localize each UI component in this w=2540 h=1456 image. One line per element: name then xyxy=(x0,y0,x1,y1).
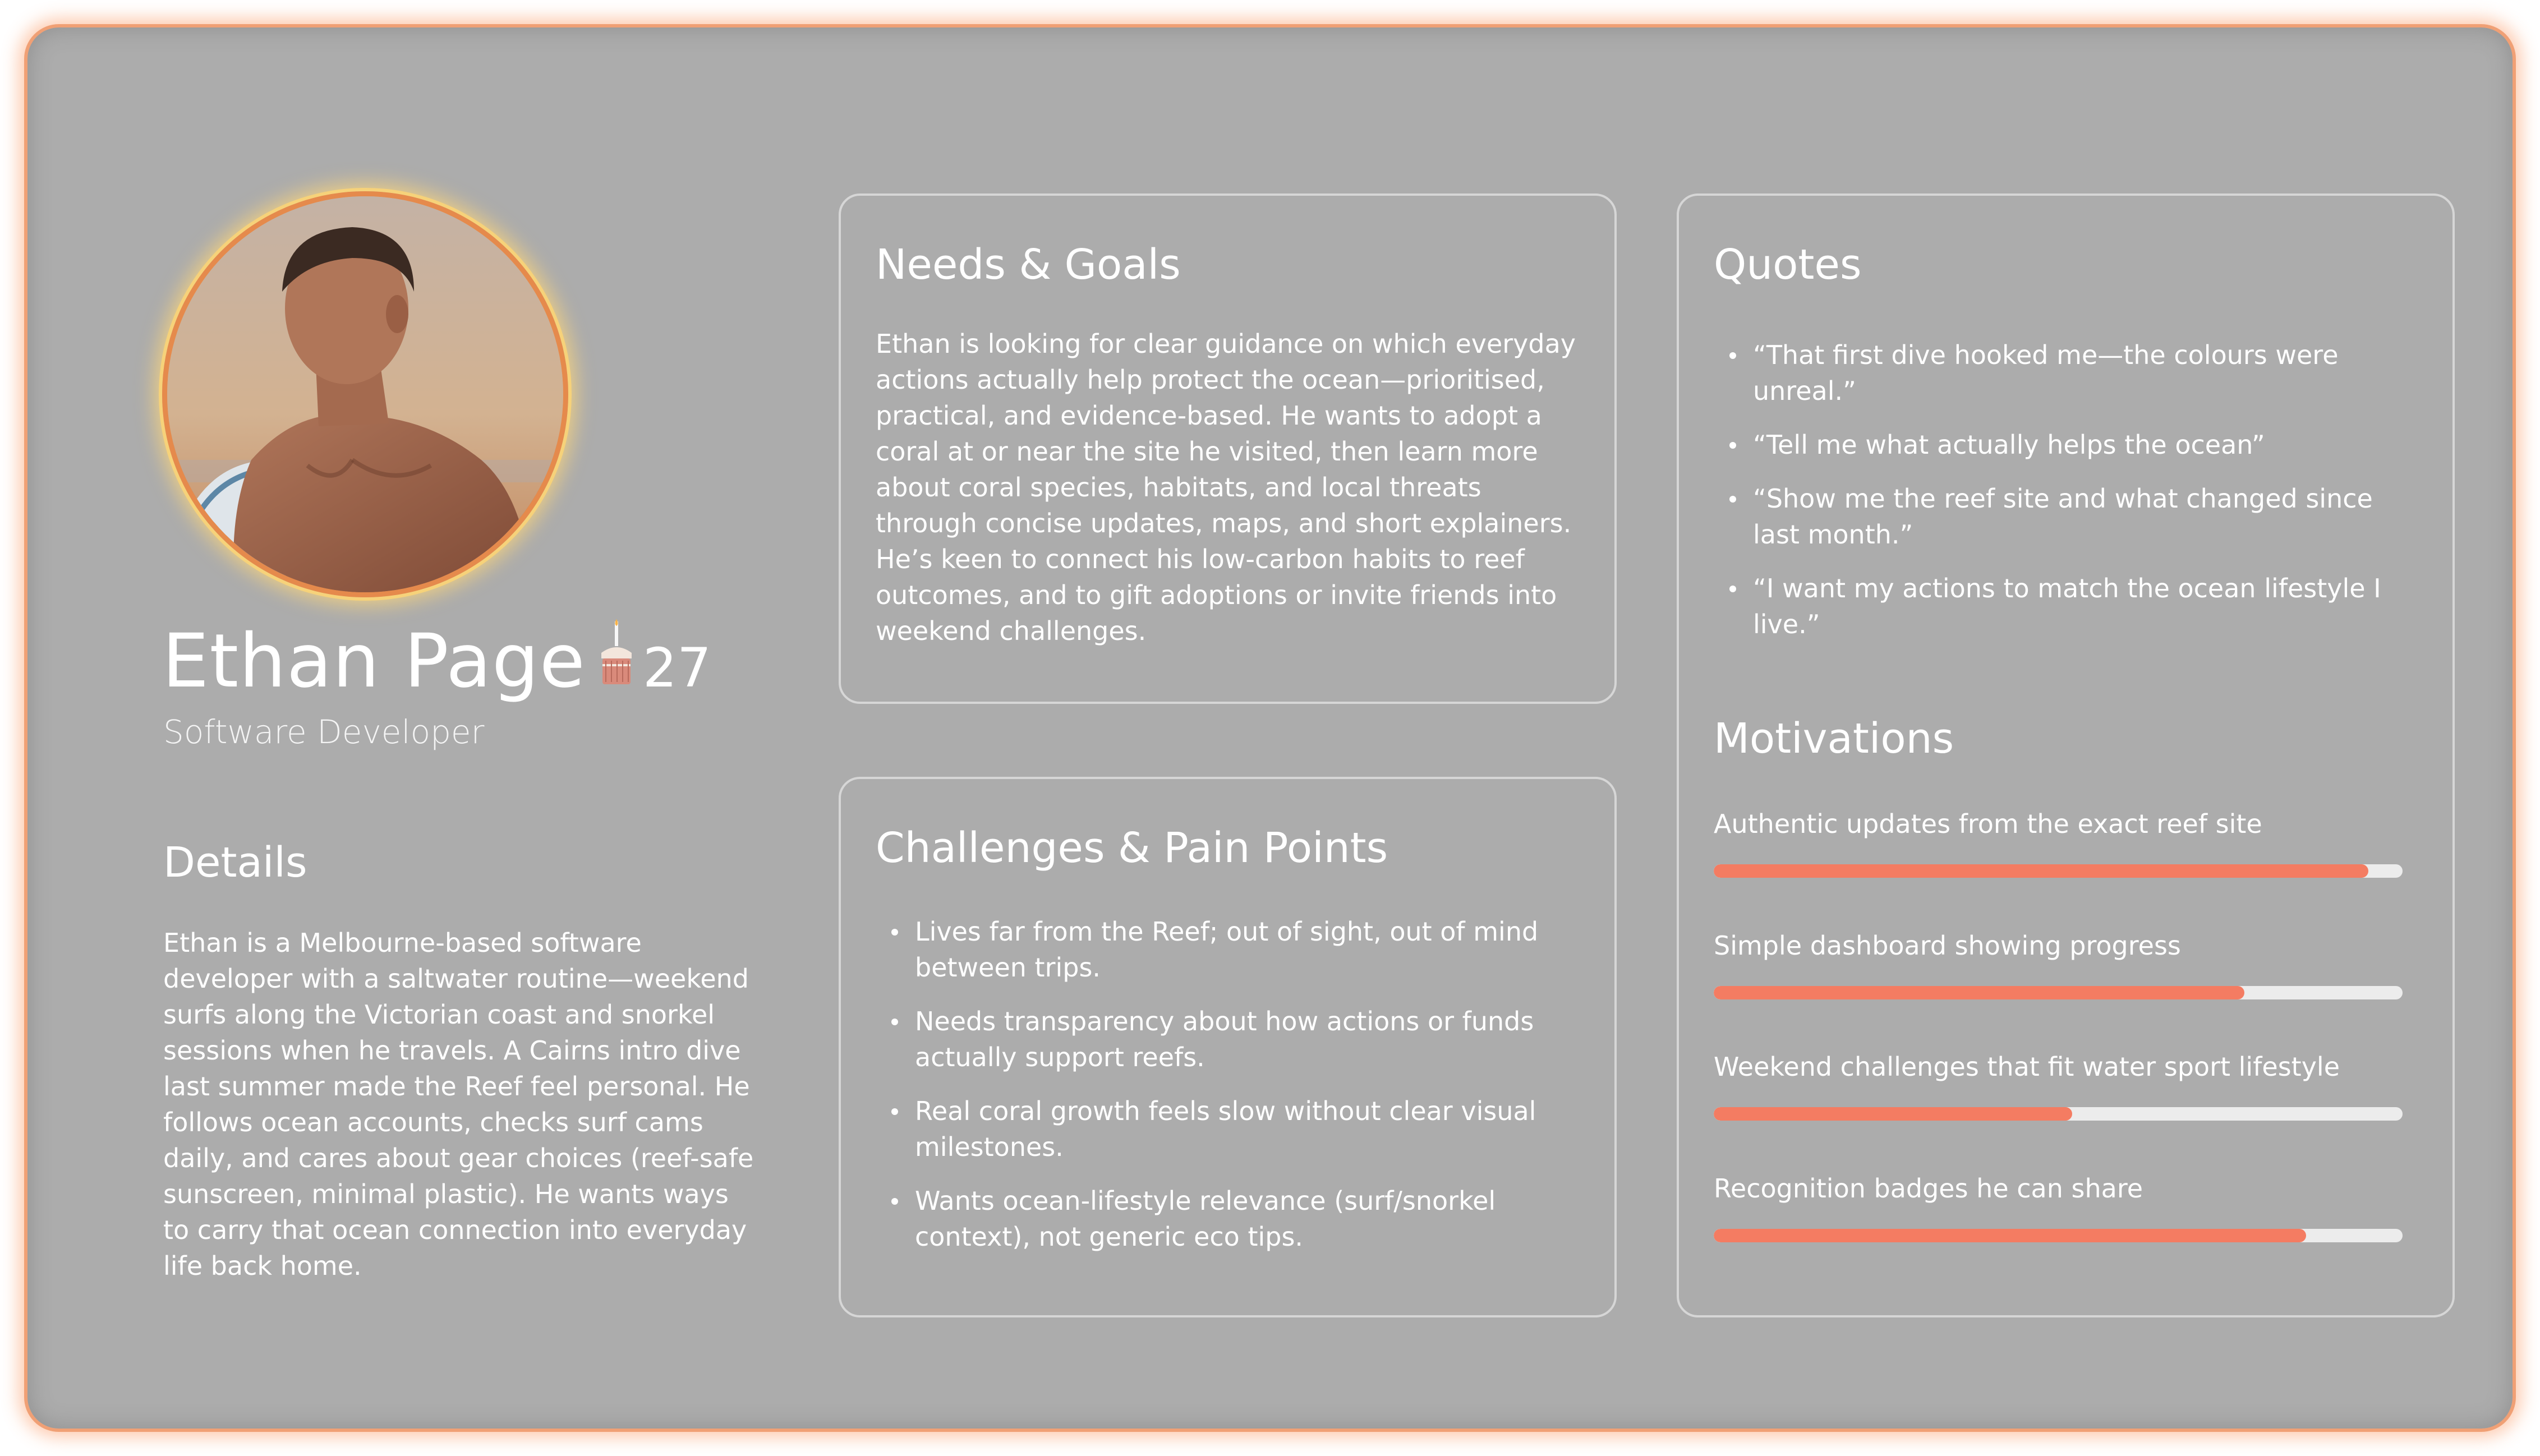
person-photo-icon xyxy=(167,196,563,592)
motivation-item xyxy=(1714,806,2403,842)
motivation-label: Weekend challenges that fit water sport lifestyle xyxy=(1714,1052,2340,1082)
profile-age: 27 xyxy=(642,637,712,699)
quotes-motivations-card xyxy=(1677,193,2455,1317)
challenges-card xyxy=(839,777,1617,1317)
challenges-heading: Challenges & Pain Points xyxy=(876,824,1388,872)
motivation-bar-fill xyxy=(1714,1107,2072,1121)
list-item: Lives far from the Reef; out of sight, out of mind between trips. xyxy=(875,914,1565,985)
list-item: Real coral growth feels slow without clear visual milestones. xyxy=(875,1093,1565,1165)
motivation-bar-fill xyxy=(1714,1229,2306,1242)
list-item: Needs transparency about how actions or funds actually support reefs. xyxy=(875,1003,1565,1075)
motivation-bar-track xyxy=(1714,986,2403,999)
needs-goals-card xyxy=(839,193,1617,704)
avatar xyxy=(162,191,568,597)
motivation-label: Recognition badges he can share xyxy=(1714,1173,2143,1204)
details-heading: Details xyxy=(163,838,307,887)
details-text: Ethan is a Melbourne-based software developer with a saltwater routine—weekend surfs along the Victorian coast and snorkel sessions when he travels. A Cairns intro dive last summer made the Reef feel personal. He follows ocean accounts, checks surf cams daily, and cares about gear choices (reef-safe sunscreen, minimal plastic). He wants ways to carry that ocean connection into everyday life back home. xyxy=(163,928,754,1281)
list-item: “Show me the reef site and what changed since last month.” xyxy=(1713,481,2403,552)
profile-job-title: Software Developer xyxy=(163,713,485,751)
profile-name-row xyxy=(162,619,711,703)
motivation-bar-track xyxy=(1714,1107,2403,1121)
profile-name: Ethan Page xyxy=(162,618,586,704)
quotes-heading: Quotes xyxy=(1714,241,1862,289)
motivation-item xyxy=(1714,928,2403,964)
list-item: “I want my actions to match the ocean lifestyle I live.” xyxy=(1713,570,2403,642)
quotes-list xyxy=(1713,337,2403,660)
persona-board xyxy=(24,24,2516,1432)
list-item: “Tell me what actually helps the ocean” xyxy=(1713,427,2403,463)
needs-goals-heading: Needs & Goals xyxy=(876,241,1181,289)
motivations-heading: Motivations xyxy=(1714,715,1954,763)
challenges-list xyxy=(875,914,1565,1273)
list-item: “That first dive hooked me—the colours were unreal.” xyxy=(1713,337,2403,409)
motivation-bar-fill xyxy=(1714,986,2244,999)
motivation-item xyxy=(1714,1049,2403,1085)
list-item: Wants ocean-lifestyle relevance (surf/snorkel context), not generic eco tips. xyxy=(875,1183,1565,1255)
needs-goals-text: Ethan is looking for clear guidance on which everyday actions actually help protect the ocean—prioritised, practical, and evidence-based. He wants to adopt a coral at or near the site he visited, then learn more about coral species, habitats, and local threats through concise updates, maps, and short explainers. He’s keen to connect his low-carbon habits to reef outcomes, and to gift adoptions or invite friends into weekend challenges. xyxy=(876,329,1576,646)
motivation-label: Simple dashboard showing progress xyxy=(1714,930,2181,961)
motivation-bar-fill xyxy=(1714,864,2368,878)
motivation-label: Authentic updates from the exact reef site xyxy=(1714,809,2262,839)
birthday-cake-icon xyxy=(598,619,635,686)
motivation-bar-track xyxy=(1714,1229,2403,1242)
motivation-bar-track xyxy=(1714,864,2403,878)
motivation-item xyxy=(1714,1171,2403,1206)
